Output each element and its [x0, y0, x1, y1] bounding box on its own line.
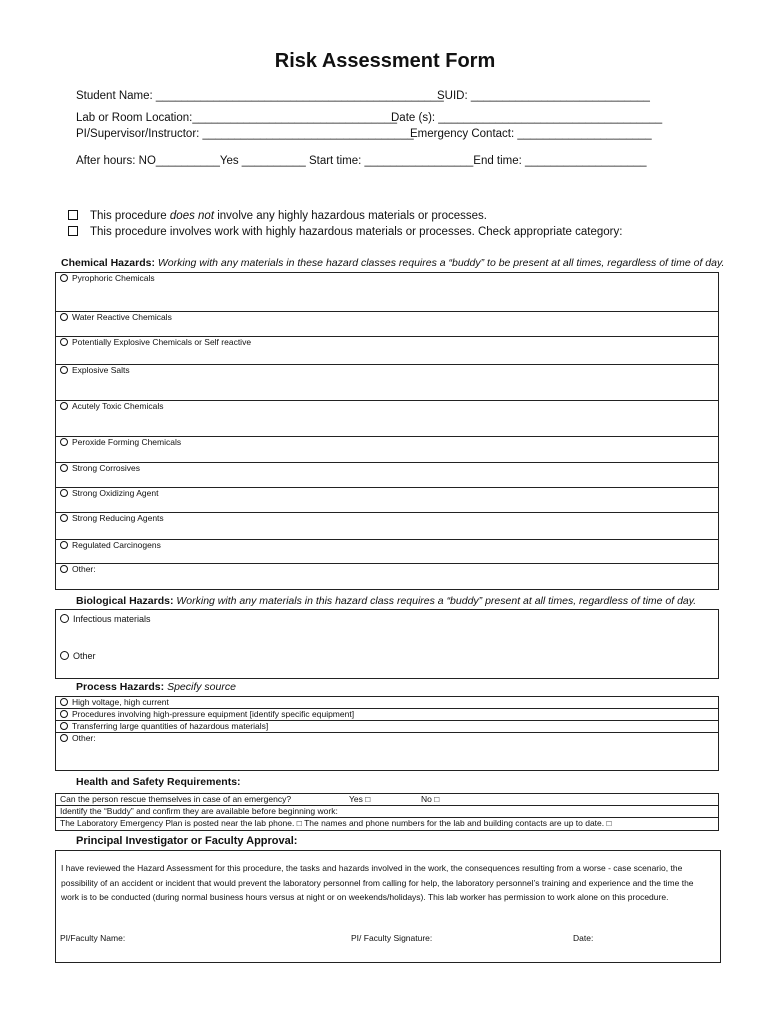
chemical-note: Working with any materials in these hazard classes requires a “buddy” to be present at all times, regardless of time of day.	[157, 257, 725, 269]
radio-icon[interactable]	[60, 514, 68, 522]
process-hazards-heading	[76, 681, 236, 693]
radio-icon[interactable]	[60, 565, 68, 573]
chemical-item-label: Explosive Salts	[72, 365, 130, 375]
biological-note: Working with any materials in this hazard class requires a “buddy” present at all times, regardless of time of day.	[176, 595, 697, 607]
process-item-label: High voltage, high current	[72, 697, 169, 707]
checkbox-icon[interactable]	[68, 226, 78, 236]
biological-cell[interactable]	[56, 610, 719, 679]
radio-icon[interactable]	[60, 438, 68, 446]
chemical-row[interactable]	[56, 463, 719, 488]
biological-hazards-heading	[76, 595, 696, 607]
hazard-text: This procedure involves work with highly hazardous materials or processes. Check appropriate category:	[90, 226, 623, 238]
radio-icon[interactable]	[60, 541, 68, 549]
chemical-item-label: Regulated Carcinogens	[72, 540, 161, 550]
emergency-plan-row[interactable]: The Laboratory Emergency Plan is posted near the lab phone. □ The names and phone numbers for the lab and building contacts are up to date. □	[56, 818, 719, 831]
rescue-question: Can the person rescue themselves in case of an emergency?	[60, 794, 292, 804]
biological-item-label: Infectious materials	[73, 614, 151, 624]
chemical-row[interactable]	[56, 540, 719, 564]
chemical-row[interactable]	[56, 337, 719, 365]
chemical-item-label: Strong Corrosives	[72, 463, 141, 473]
biological-hazards-table	[55, 609, 719, 679]
chemical-row[interactable]	[56, 564, 719, 590]
process-label: Process Hazards:	[76, 681, 165, 693]
chemical-label: Chemical Hazards:	[61, 257, 155, 269]
radio-icon[interactable]	[60, 651, 69, 660]
no-hazard-text-b: does not	[169, 210, 215, 222]
approval-statement: I have reviewed the Hazard Assessment for this procedure, the tasks and hazards involved in the work, the consequences resulting from a worse - case scenario, the possibility of an accident or incident that would prevent the laboratory personnel from calling for help, the laboratory personnel’s training and experience and the time the work is to be conducted (during normal business hours versus at night or on weekends/holidays). This lab worker has permission to work alone on this procedure.	[61, 863, 694, 902]
emergency-contact-field[interactable]: Emergency Contact: _____________________	[410, 128, 652, 140]
health-safety-heading	[76, 776, 241, 788]
biological-label: Biological Hazards:	[76, 595, 174, 607]
pi-field[interactable]: PI/Supervisor/Instructor: _________________________________	[76, 128, 414, 140]
date-field[interactable]: Date (s): ___________________________________	[391, 112, 663, 124]
radio-icon[interactable]	[60, 313, 68, 321]
radio-icon[interactable]	[60, 489, 68, 497]
chemical-hazards-table	[55, 272, 719, 590]
chemical-hazards-heading	[61, 257, 724, 269]
chemical-item-label: Other:	[72, 564, 96, 574]
chemical-row[interactable]	[56, 401, 719, 437]
rescue-row	[56, 794, 719, 806]
approval-heading: Principal Investigator or Faculty Approval:	[76, 835, 298, 847]
chemical-item-label: Strong Oxidizing Agent	[72, 488, 159, 498]
chemical-row[interactable]	[56, 488, 719, 513]
radio-icon[interactable]	[60, 402, 68, 410]
process-item-label: Procedures involving high-pressure equipment [identify specific equipment]	[72, 709, 355, 719]
student-name-field[interactable]: Student Name: _____________________________________________	[76, 90, 444, 102]
process-item-label: Transferring large quantities of hazardous materials]	[72, 721, 269, 731]
chemical-row[interactable]	[56, 437, 719, 463]
chemical-row[interactable]	[56, 365, 719, 401]
radio-icon[interactable]	[60, 698, 68, 706]
health-label: Health and Safety Requirements:	[76, 776, 241, 788]
chemical-item-label: Water Reactive Chemicals	[72, 312, 172, 322]
faculty-name-field[interactable]: PI/Faculty Name:	[60, 933, 126, 943]
process-note: Specify source	[167, 681, 236, 693]
chemical-item-label: Acutely Toxic Chemicals	[72, 401, 164, 411]
page-title: Risk Assessment Form	[274, 50, 496, 72]
process-row[interactable]	[56, 709, 719, 721]
biological-item-label: Other	[73, 651, 96, 661]
chemical-item-label: Pyrophoric Chemicals	[72, 273, 155, 283]
no-hazard-text-c: involve any highly hazardous materials or processes.	[214, 210, 487, 222]
chemical-item-label: Peroxide Forming Chemicals	[72, 437, 182, 447]
chemical-item-label: Strong Reducing Agents	[72, 513, 164, 523]
process-item-label: Other:	[72, 733, 96, 743]
radio-icon[interactable]	[60, 710, 68, 718]
process-row[interactable]	[56, 733, 719, 771]
chemical-row[interactable]	[56, 273, 719, 312]
no-hazard-checkbox-row[interactable]	[68, 210, 487, 222]
radio-icon[interactable]	[60, 734, 68, 742]
radio-icon[interactable]	[60, 722, 68, 730]
checkbox-icon[interactable]	[68, 210, 78, 220]
biological-item[interactable]	[60, 614, 718, 624]
radio-icon[interactable]	[60, 464, 68, 472]
approval-date-field[interactable]: Date:	[573, 933, 594, 943]
radio-icon[interactable]	[60, 614, 69, 623]
after-hours-field[interactable]: After hours: NO__________Yes __________ Start time: _________________End time: ___________________	[76, 155, 647, 167]
suid-field[interactable]: SUID: ____________________________	[437, 90, 650, 102]
process-row[interactable]	[56, 721, 719, 733]
biological-item[interactable]	[60, 651, 718, 661]
health-safety-table	[55, 793, 719, 831]
chemical-item-label: Potentially Explosive Chemicals or Self reactive	[72, 337, 252, 347]
chemical-row[interactable]	[56, 312, 719, 337]
approval-box	[55, 850, 721, 963]
radio-icon[interactable]	[60, 274, 68, 282]
process-hazards-table	[55, 696, 719, 771]
no-hazard-text-a: This procedure	[90, 210, 170, 222]
rescue-yes-checkbox[interactable]: Yes □	[349, 794, 371, 804]
rescue-no-checkbox[interactable]: No □	[421, 794, 440, 804]
faculty-signature-field[interactable]: PI/ Faculty Signature:	[351, 933, 433, 943]
hazard-checkbox-row[interactable]	[68, 226, 622, 238]
chemical-row[interactable]	[56, 513, 719, 540]
process-row[interactable]	[56, 697, 719, 709]
buddy-row[interactable]: Identify the “Buddy” and confirm they are available before beginning work:	[56, 806, 719, 818]
lab-location-field[interactable]: Lab or Room Location:________________________________	[76, 112, 398, 124]
radio-icon[interactable]	[60, 338, 68, 346]
radio-icon[interactable]	[60, 366, 68, 374]
